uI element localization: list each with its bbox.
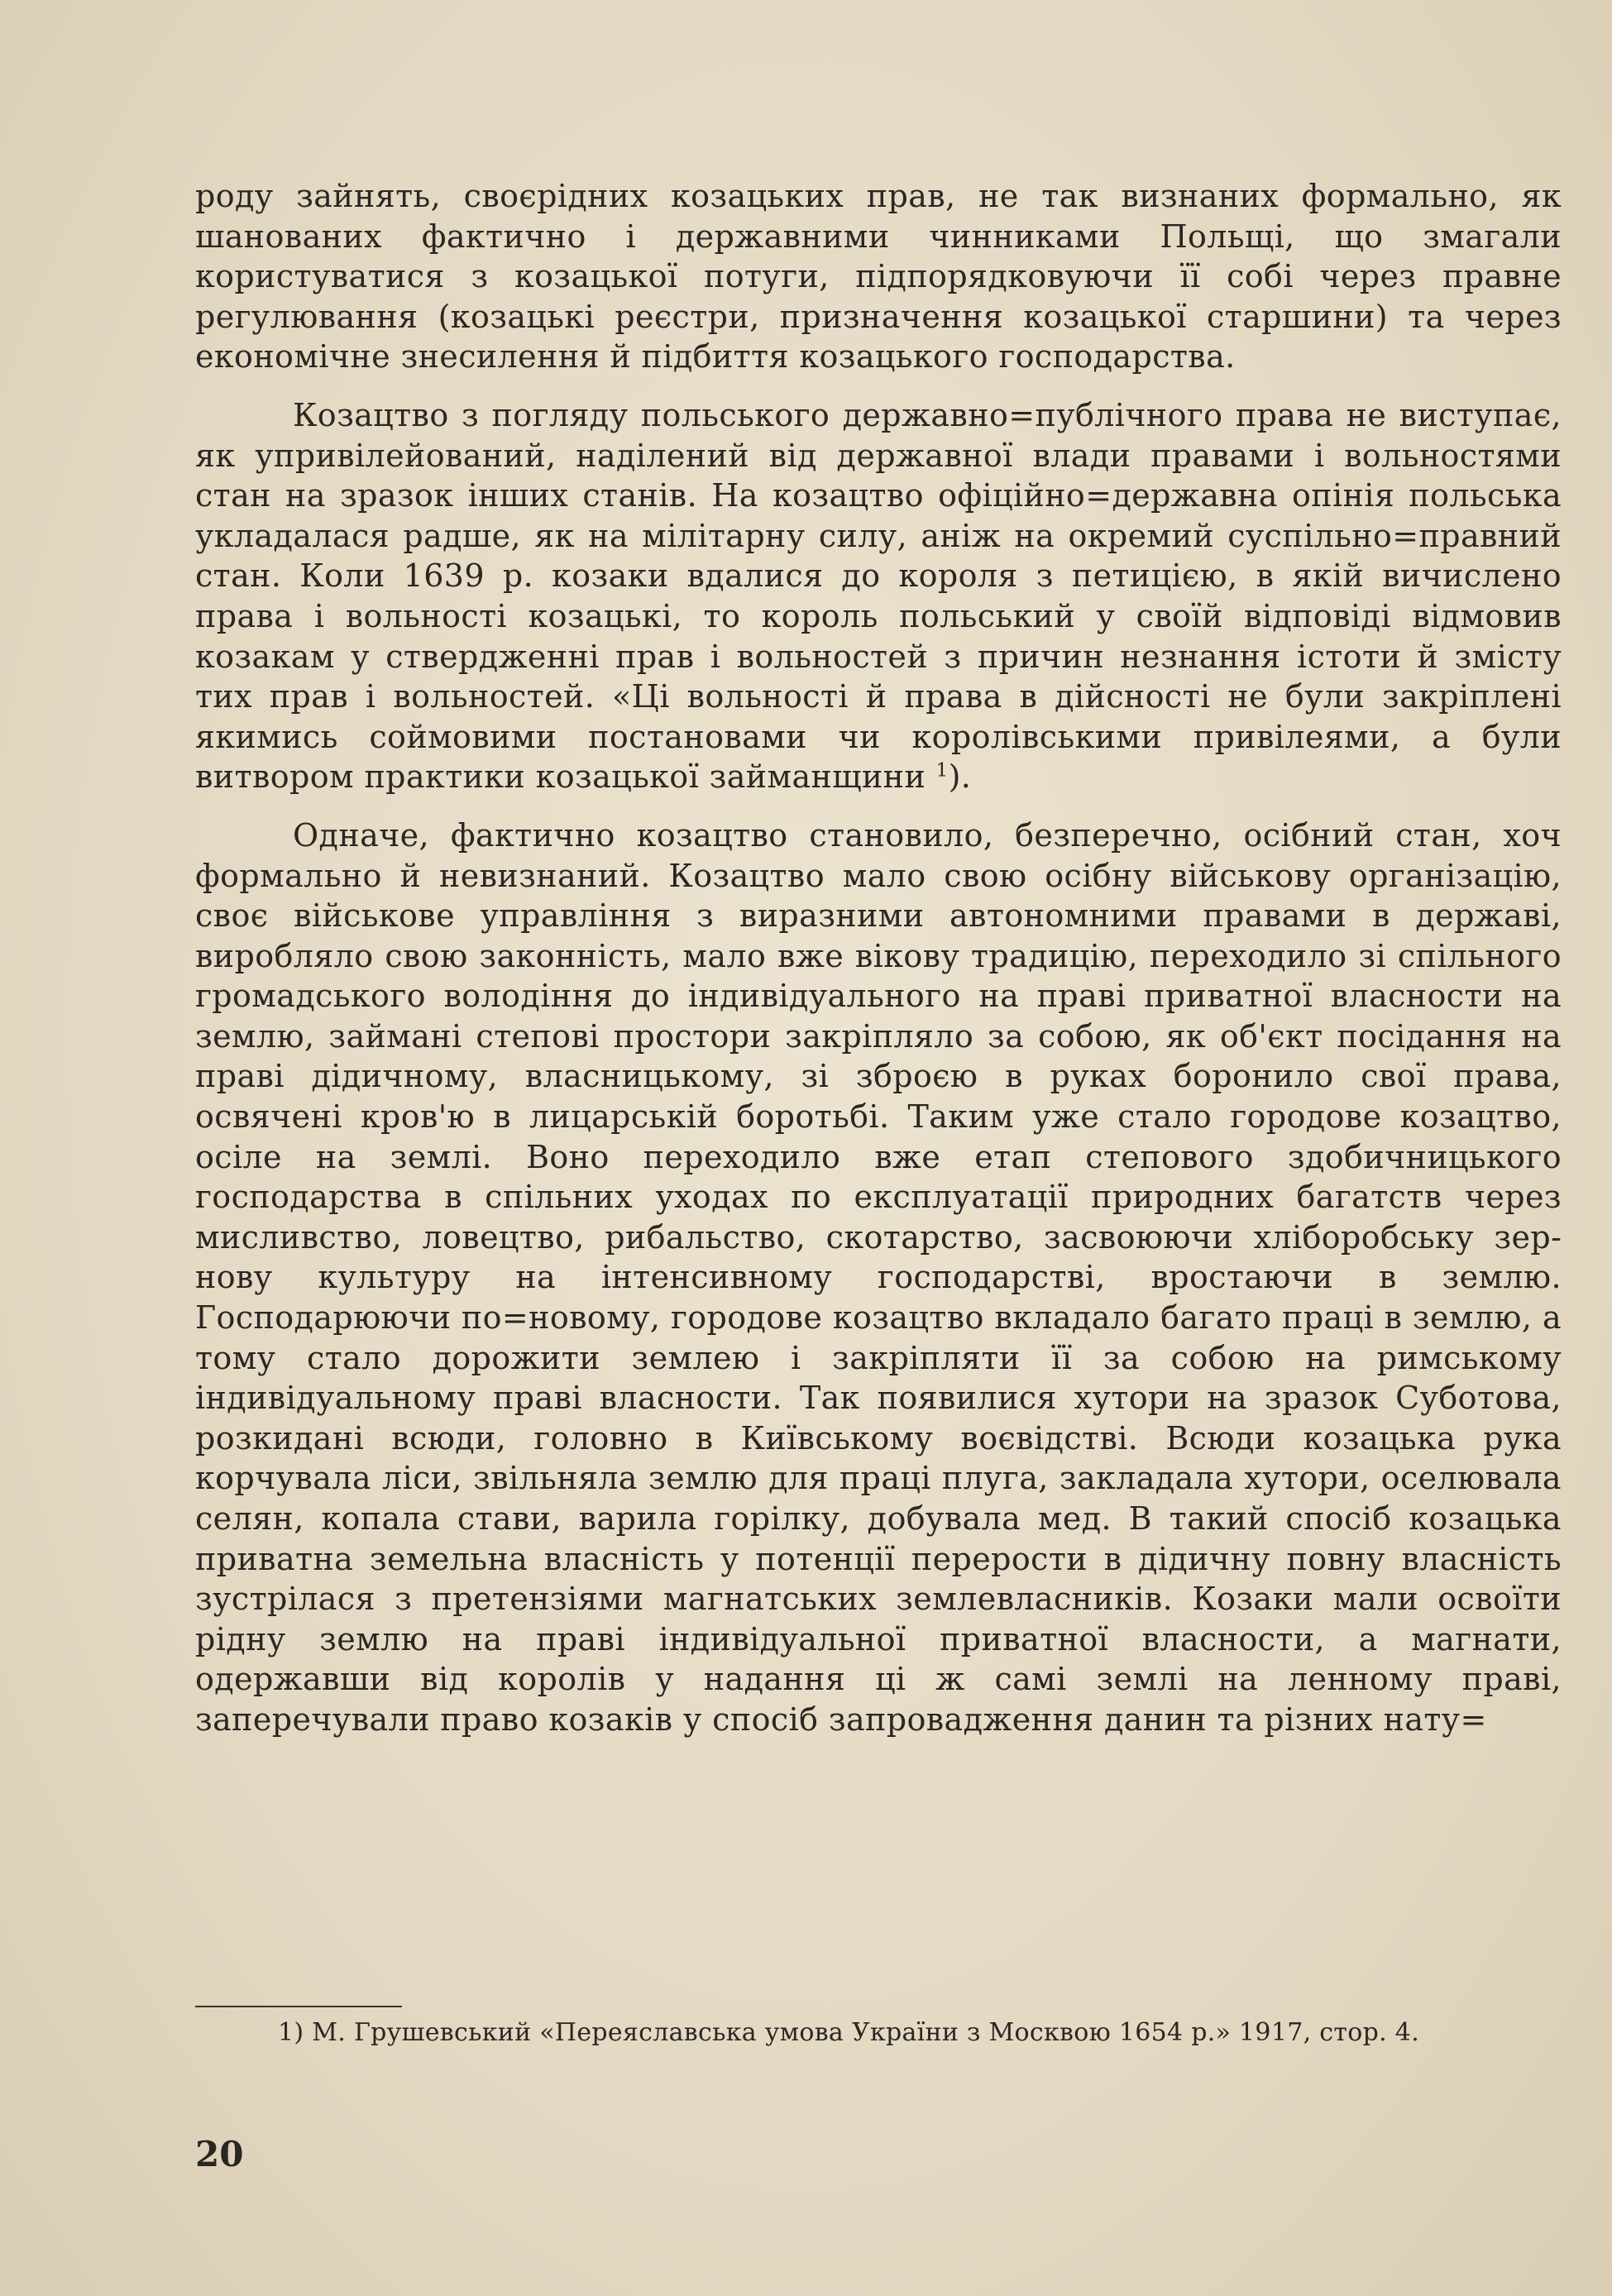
paragraph-2-text: Козацтво з погляду польського державно=публічного права не виступає, як упривілейований, наділений від державної влади правами і вольностями стан на зразок інших станів. На козацтво офіційно=державна опінія польська укладалася радше, як на мілітарну силу, аніж на окремий суспільно=правний стан. Коли 1639 р. козаки вдалися до короля з петицією, в якій вичислено права і вольності козацькі, то король польський у своїй відповіді відмовив козакам у ствердженні прав і вольностей з причин незнання істоти й змісту тих прав і вольностей. «Ці вольності й права в дійсності не були закріплені якимись соймовими постановами чи королівськими привілеями, а були витвором практики козацької займанщини [195, 396, 1562, 796]
footnote-reference-close: ). [948, 758, 972, 796]
footnote-divider [195, 2006, 402, 2007]
page-number: 20 [195, 2134, 244, 2174]
footnote [195, 2016, 1562, 2050]
footnote-label: 1) [278, 2018, 304, 2047]
paragraph-3: Одначе, фактично козацтво становило, безперечно, осібний стан, хоч формально й невизнаний. Козацтво мало свою осібну військову організацію, своє військове управління з виразними автономними правами в державі, виробляло свою законність, мало вже вікову традицію, переходило зі спільного громадського володіння до індивідуального на праві приватної власности на землю, займані степові простори закріпляло за собою, як об'єкт посідання на праві дідичному, власницькому, зі зброєю в руках боронило свої права, освячені кров'ю в лицарській боротьбі. Таким уже стало городове козацтво, осіле на землі. Воно переходило вже етап степового здобичницького господарства в спільних уходах по експлуатації природних багатств через мисливство, ловецтво, рибальство, скотарство, засвоюючи хліборобську зернову культуру на інтенсивному господарстві, вростаючи в землю. Господарюючи по=новому, городове козацтво вкладало багато праці в землю, а тому стало дорожити землею і закріпляти її за собою на римському індивідуальному праві власности. Так появилися хутори на зразок Суботова, розкидані всюди, головно в Київському воєвідстві. Всюди козацька рука корчувала ліси, звільняла землю для праці плуга, закладала хутори, оселювала селян, копала стави, варила горілку, добувала мед. В такий спосіб козацька приватна земельна власність у потенції перерости в дідичну повну власність зустрілася з претензіями магнатських землевласників. Козаки мали освоїти рідну землю на праві індивідуальної приватної власности, а магнати, одержавши від королів у надання ці ж самі землі на ленному праві, заперечували право козаків у спосіб запровадження данин та різних нату= [195, 816, 1562, 1738]
paragraph-1: роду зайнять, своєрідних козацьких прав, не так визнаних формально, як шанованих фактично і державними чинниками Польщі, що змагали користуватися з козацької потуги, підпорядковуючи її собі через правне регулювання (козацькі реєстри, призначення козацької старшини) та через економічне знесилення й підбиття козацького господарства. [195, 178, 1562, 375]
body-text [195, 176, 1562, 1740]
footnote-text: М. Грушевський «Переяславська умова України з Москвою 1654 р.» 1917, стор. 4. [312, 2018, 1420, 2047]
footnote-reference: 1 [935, 759, 949, 782]
paragraph-2 [195, 395, 1562, 797]
